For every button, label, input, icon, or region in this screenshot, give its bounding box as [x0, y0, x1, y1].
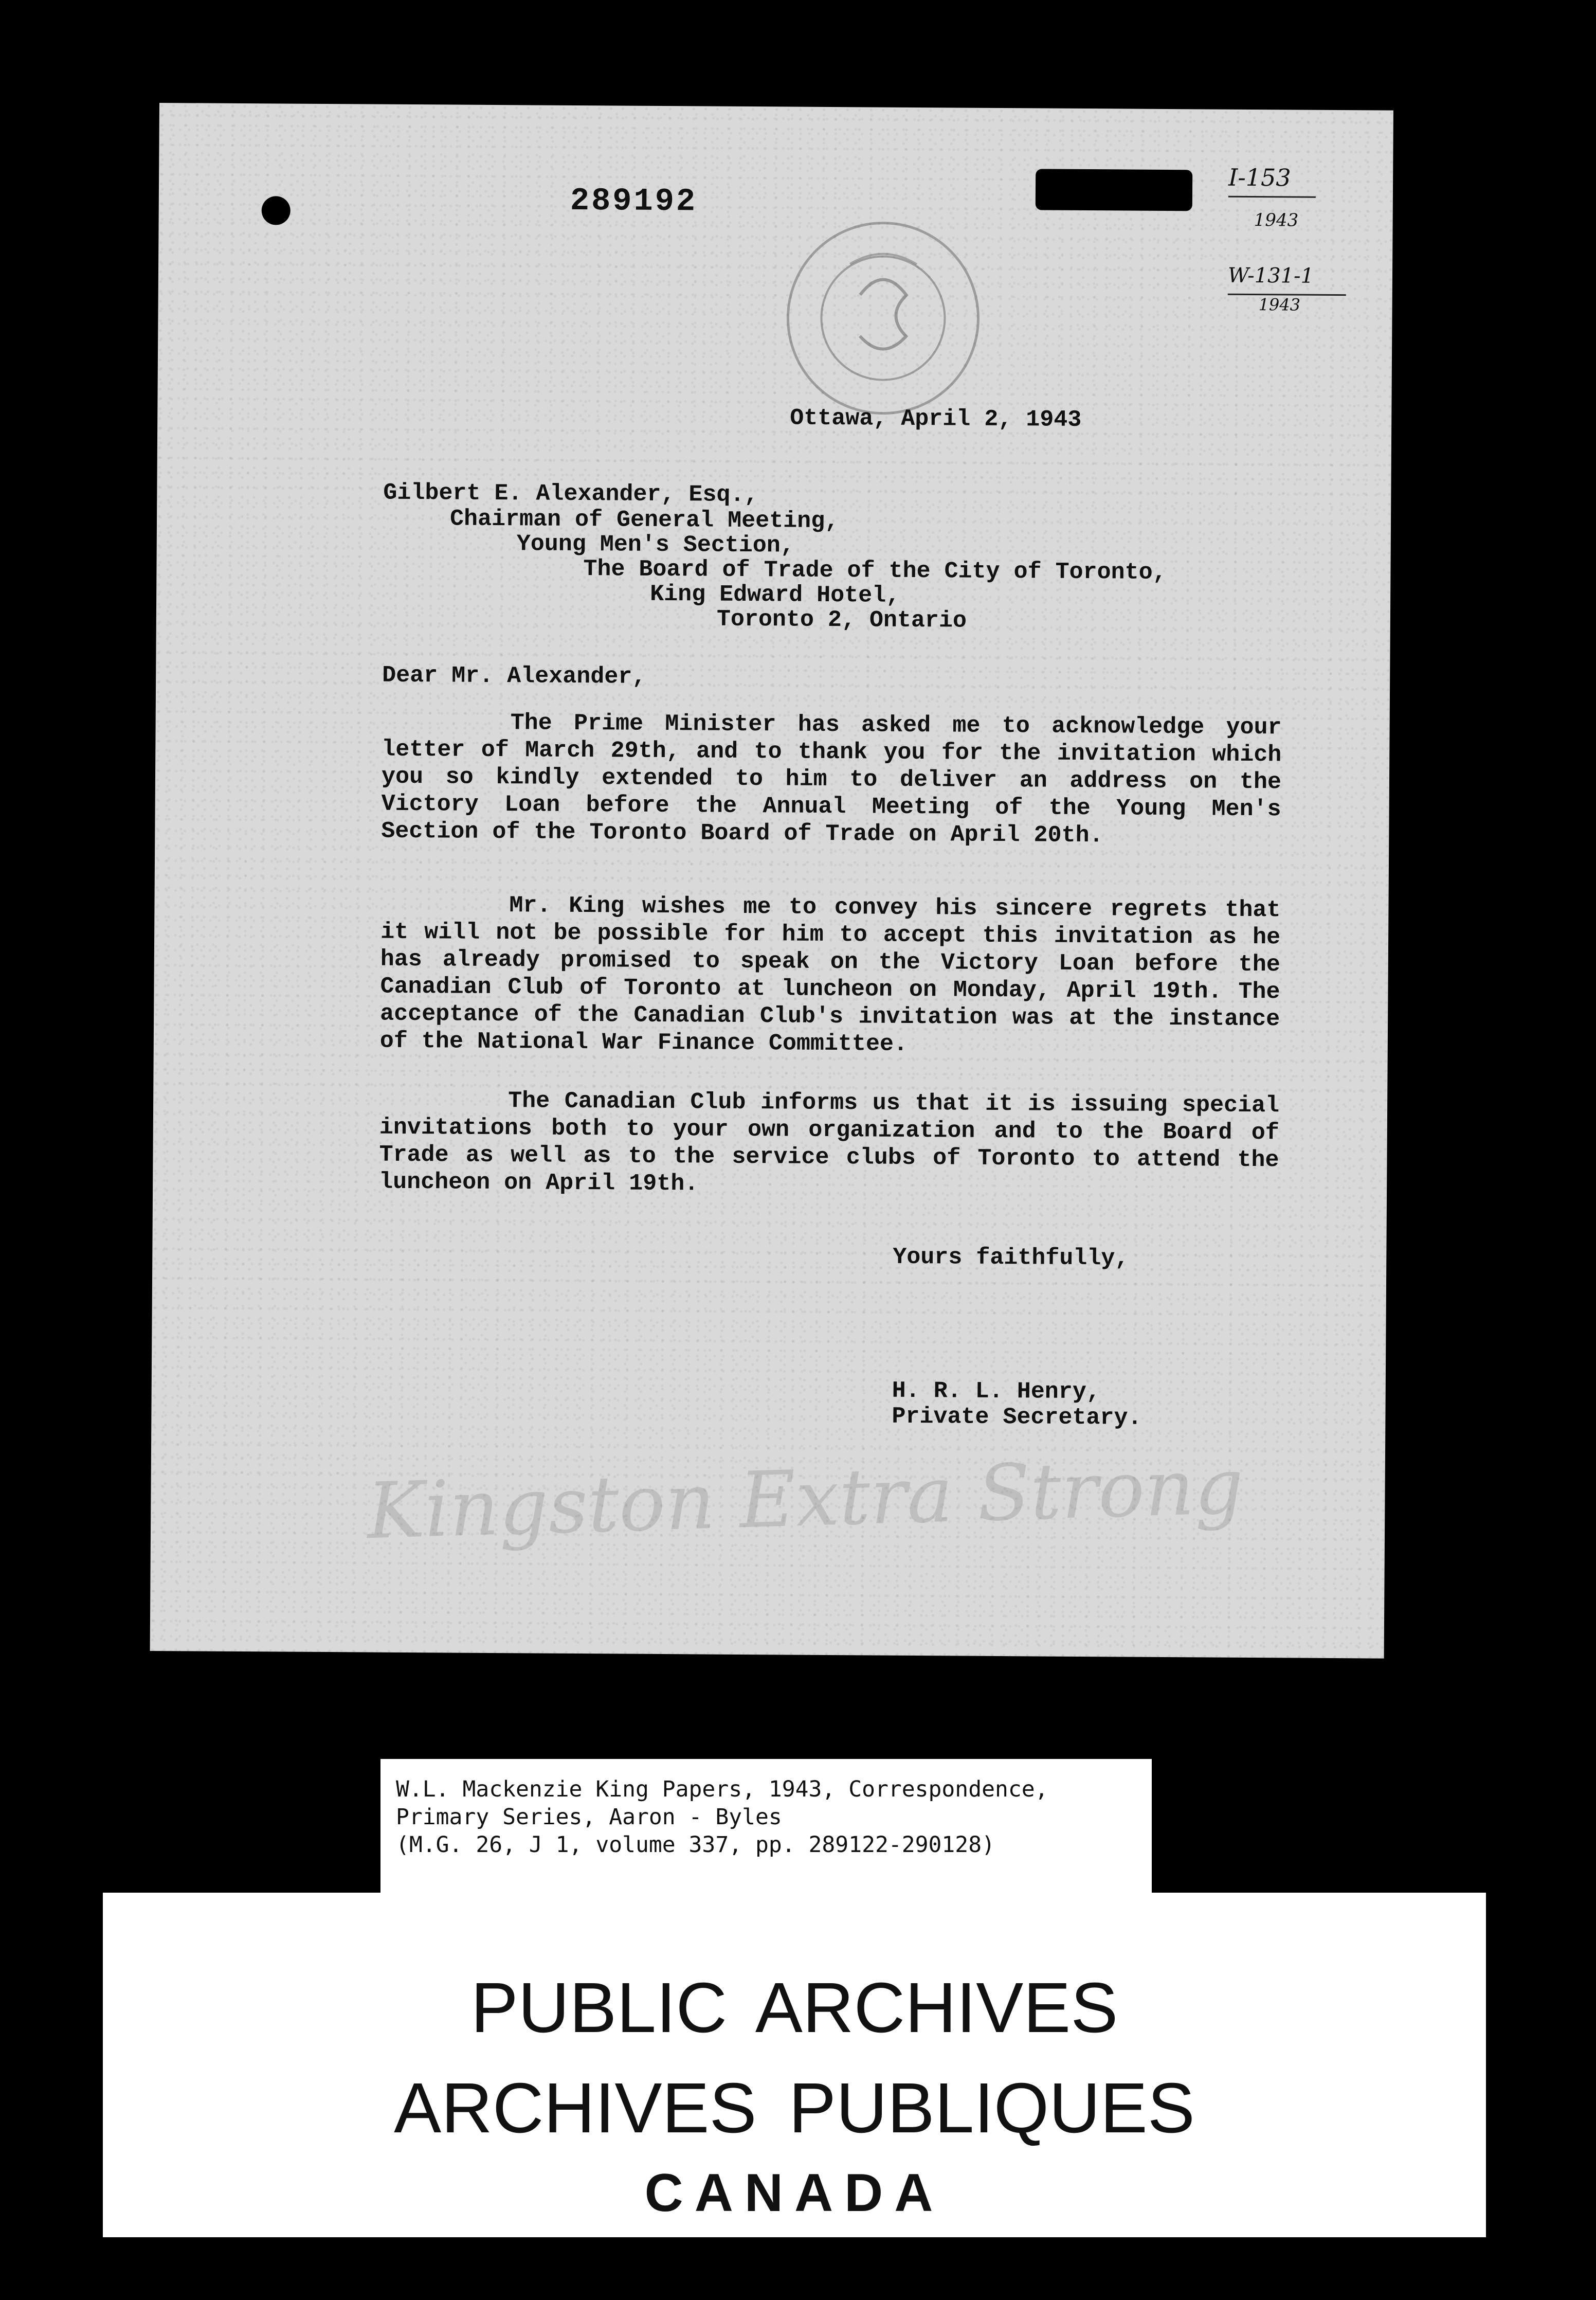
reference-note: 1943 [1258, 295, 1301, 315]
body-paragraph: The Canadian Club informs us that it is issuing special invitations both to your own organization and to the Board of Trade as well as to the service clubs of Toronto to attend the luncheon on April 19th. [379, 1088, 1280, 1197]
signature-name: H. R. L. Henry, [892, 1377, 1100, 1406]
recipient-address-line: King Edward Hotel, [650, 581, 900, 609]
citation-line: W.L. Mackenzie King Papers, 1943, Correspondence, [396, 1776, 1048, 1802]
signature-title: Private Secretary. [892, 1403, 1142, 1431]
citation-line: (M.G. 26, J 1, volume 337, pp. 289122-290128) [396, 1832, 995, 1858]
recipient-address-line: Toronto 2, Ontario [716, 606, 967, 634]
reference-note: I-153 [1228, 163, 1291, 192]
archives-banner [103, 1893, 1486, 2237]
reference-note: W-131-1 [1227, 263, 1314, 288]
letter-date: Ottawa, April 2, 1943 [790, 405, 1082, 433]
archives-country: CANADA [644, 2163, 945, 2223]
salutation: Dear Mr. Alexander, [382, 662, 646, 690]
document-number: 289192 [570, 182, 698, 220]
recipient-address-line: Chairman of General Meeting, [449, 506, 839, 535]
reference-underline [1228, 196, 1316, 198]
bleed-through-watermark: Kingston Extra Strong [366, 1442, 1245, 1557]
archives-seal-stamp [782, 217, 984, 419]
citation-label [380, 1759, 1152, 1894]
reference-note: 1943 [1254, 210, 1299, 231]
recipient-address-line: Young Men's Section, [516, 531, 795, 559]
archives-title-fr: ARCHIVES PUBLIQUES [394, 2069, 1195, 2148]
body-paragraph: The Prime Minister has asked me to acknowledge your letter of March 29th, and to thank you for the invitation which you so kindly extended to him to deliver an address on the Victory Loan before the Annual Meeting of the Young Men's Section of the Toronto Board of Trade on April 20th. [381, 710, 1282, 849]
archives-title-en: PUBLIC ARCHIVES [470, 1968, 1118, 2047]
citation-line: Primary Series, Aaron - Byles [396, 1804, 782, 1830]
body-paragraph: Mr. King wishes me to convey his sincere regrets that it will not be possible for him to accept this invitation as he has already promised to speak on the Victory Loan before the Canadian Club of Toronto at luncheon on Monday, April 19th. The acceptance of the Canadian Club's invitation was at the instance of the National War Finance Committee. [379, 892, 1281, 1057]
punch-hole [262, 196, 291, 225]
letter-page [150, 103, 1393, 1659]
recipient-address-line: The Board of Trade of the City of Toronto, [583, 556, 1167, 586]
redaction-bar [1036, 169, 1192, 211]
closing: Yours faithfully, [893, 1244, 1129, 1272]
recipient-name: Gilbert E. Alexander, Esq., [383, 479, 758, 509]
